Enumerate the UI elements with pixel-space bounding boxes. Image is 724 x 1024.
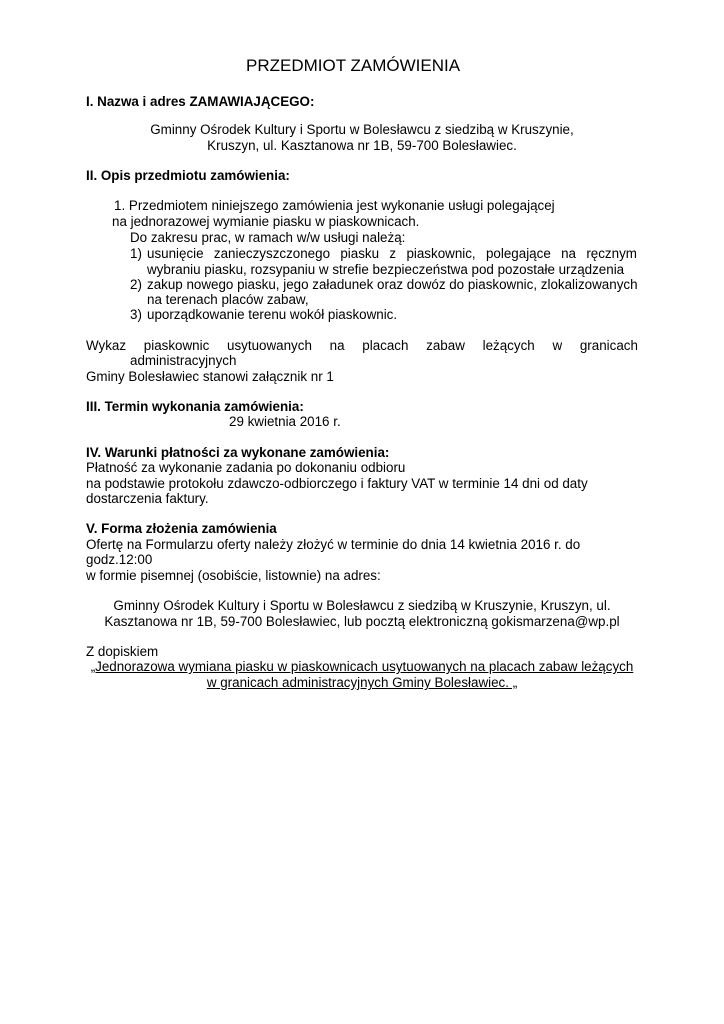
description-para-2: na jednorazowej wymianie piasku w piaskownicach. <box>112 214 420 229</box>
submission-line-3: w formie pisemnej (osobiście, listownie) na adres: <box>86 568 381 583</box>
word: granicach <box>579 338 638 353</box>
annotation-label: Z dopiskiem <box>86 644 159 659</box>
list-item-3-line-1: uporządkowanie terenu wokół piaskownic. <box>147 307 398 322</box>
wykaz-line-1 <box>86 338 638 354</box>
submission-line-2: godz.12:00 <box>86 552 153 567</box>
word: usunięcie <box>147 246 204 261</box>
word: z <box>389 246 397 261</box>
deadline-date: 29 kwietnia 2016 r. <box>229 414 341 429</box>
payment-line-1: Płatność za wykonanie zadania po dokonaniu odbioru <box>86 460 406 475</box>
orderer-address-line-1: Gminny Ośrodek Kultury i Sportu w Bolesławcu z siedzibą w Kruszynie, <box>150 122 574 137</box>
word: Wykaz <box>86 338 127 353</box>
section-2-heading: II. Opis przedmiotu zamówienia: <box>86 168 290 183</box>
payment-line-2: na podstawie protokołu zdawczo-odbiorczego i faktury VAT w terminie 14 dni od daty <box>86 476 588 491</box>
page-title: PRZEDMIOT ZAMÓWIENIA <box>246 56 461 75</box>
submission-address-line-1: Gminny Ośrodek Kultury i Sportu w Bolesławcu z siedzibą w Kruszynie, Kruszyn, ul. <box>113 598 611 613</box>
section-1-heading: I. Nazwa i adres ZAMAWIAJĄCEGO: <box>86 94 315 109</box>
word: ręcznym <box>586 246 637 261</box>
list-item-1-number: 1) <box>130 246 142 261</box>
section-3-heading: III. Termin wykonania zamówienia: <box>86 399 304 414</box>
word: na <box>561 246 576 261</box>
word: na <box>329 338 345 353</box>
word: usytuowanych <box>227 338 312 353</box>
word: piaskownic <box>143 338 210 353</box>
submission-address-line-2: Kasztanowa nr 1B, 59-700 Bolesławiec, lub pocztą elektroniczną gokismarzena@wp.pl <box>104 614 620 629</box>
word: piasku <box>340 246 380 261</box>
word: leżących <box>482 338 535 353</box>
section-5-heading: V. Forma złożenia zamówienia <box>86 521 277 536</box>
wykaz-line-2: administracyjnych <box>130 353 237 368</box>
list-item-2-line-2: na terenach placów zabaw, <box>147 292 309 307</box>
word: w <box>552 338 563 353</box>
annotation-text-line-1: „Jednorazowa wymiana piasku w piaskownicach usytuowanych na placach zabaw leżących <box>90 659 634 674</box>
list-item-1-line-2: wybraniu piasku, rozsypaniu w strefie bezpieczeństwa pod pozostałe urządzenia <box>147 262 625 277</box>
word: piaskownic, <box>406 246 476 261</box>
word: polegające <box>485 246 551 261</box>
word: placach <box>362 338 409 353</box>
description-para-3: Do zakresu prac, w ramach w/w usługi należą: <box>130 230 406 245</box>
list-item-2-line-1: zakup nowego piasku, jego załadunek oraz dowóz do piaskownic, zlokalizowanych <box>147 277 638 292</box>
word: zabaw <box>426 338 465 353</box>
annotation-text-line-2: w granicach administracyjnych Gminy Bolesławiec. „ <box>206 675 518 690</box>
description-para-1: 1. Przedmiotem niniejszego zamówienia jest wykonanie usługi polegającej <box>114 198 555 213</box>
orderer-address-line-2: Kruszyn, ul. Kasztanowa nr 1B, 59-700 Bolesławiec. <box>207 138 517 153</box>
list-item-3-number: 3) <box>130 307 142 322</box>
word: zanieczyszczonego <box>213 246 331 261</box>
submission-line-1: Ofertę na Formularzu oferty należy złożyć w terminie do dnia 14 kwietnia 2016 r. do <box>86 537 581 552</box>
payment-line-3: dostarczenia faktury. <box>86 491 209 506</box>
list-item-2-number: 2) <box>130 277 142 292</box>
list-item-1-line-1 <box>147 246 637 262</box>
wykaz-line-3: Gminy Bolesławiec stanowi załącznik nr 1 <box>86 369 334 384</box>
section-4-heading: IV. Warunki płatności za wykonane zamówienia: <box>86 445 390 460</box>
